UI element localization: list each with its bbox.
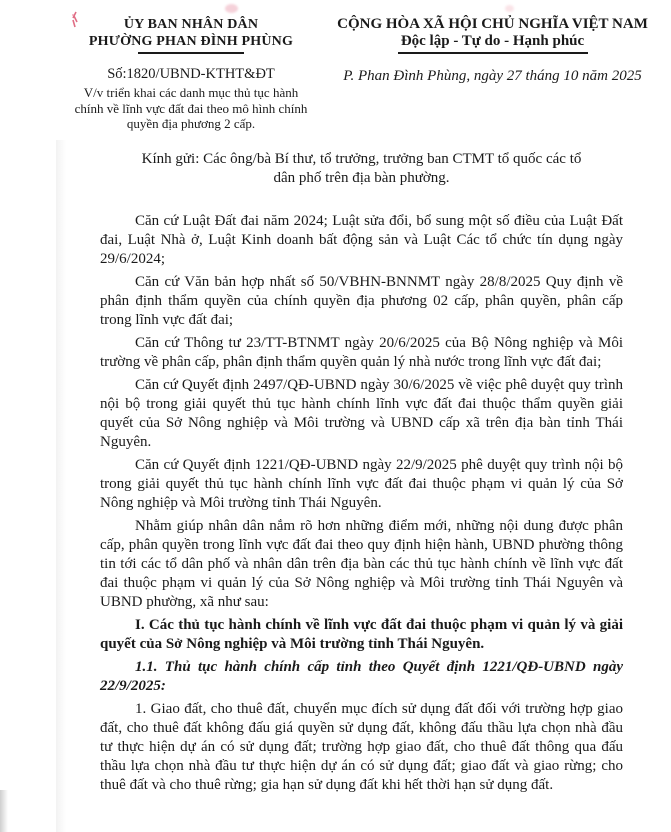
legal-basis-paragraph: Căn cứ Quyết định 2497/QĐ-UBND ngày 30/6/2025 về việc phê duyệt quy trình nội bộ trong giải quyết thủ tục hành chính lĩnh vực đất đai thuộc thẩm quyền giải quyết của Sở Nông nghiệp và Môi trường và UBND cấp xã trên địa bàn tỉnh Thái Nguyên. <box>100 376 623 450</box>
procedure-item-1: 1. Giao đất, cho thuê đất, chuyển mục đích sử dụng đất đối với trường hợp giao đất, cho thuê đất không đấu giá quyền sử dụng đất, không đấu thầu lựa chọn nhà đầu tư thực hiện dự án có sử dụng đất; trường hợp giao đất, cho thuê đất thông qua đấu thầu lựa chọn nhà đầu tư thực hiện dự án có sử dụng đất; giao đất và giao rừng; cho thuê đất và cho thuê rừng; gia hạn sử dụng đất khi hết thời hạn sử dụng đất. <box>100 700 623 793</box>
document-header <box>0 0 671 132</box>
section-heading-1-1: 1.1. Thủ tục hành chính cấp tỉnh theo Quyết định 1221/QĐ-UBND ngày 22/9/2025: <box>100 658 623 694</box>
scan-corner-shadow <box>0 790 8 832</box>
place-date-line: P. Phan Đình Phùng, ngày 27 tháng 10 năm 2025 <box>343 68 642 84</box>
legal-basis-paragraph: Căn cứ Quyết định 1221/QĐ-UBND ngày 22/9/2025 phê duyệt quy trình nội bộ trong giải quyết thủ tục hành chính lĩnh vực đất đai thuộc phạm vi quản lý của Sở Nông nghiệp và Môi trường tỉnh Thái Nguyên. <box>100 456 623 511</box>
document-number: Số:1820/UBND-KTHT&ĐT <box>107 66 275 82</box>
national-title: CỘNG HÒA XÃ HỘI CHỦ NGHĨA VIỆT NAM <box>337 16 648 32</box>
national-header-block <box>330 16 671 132</box>
document-subject: V/v triển khai các danh mục thủ tục hành chính về lĩnh vực đất đai theo mô hình chính quyền địa phương 2 cấp. <box>74 85 308 131</box>
legal-basis-paragraph: Căn cứ Văn bản hợp nhất số 50/VBHN-BNNMT ngày 28/8/2025 Quy định về phân định thẩm quyền của chính quyền địa phương 02 cấp, phân quyền, phân cấp trong lĩnh vực đất đai; <box>100 273 623 328</box>
section-heading-I: I. Các thủ tục hành chính về lĩnh vực đất đai thuộc phạm vi quản lý và giải quyết của Sở Nông nghiệp và Môi trường tỉnh Thái Nguyên. <box>100 616 623 652</box>
pink-smudge <box>225 4 238 13</box>
legal-basis-paragraph: Căn cứ Thông tư 23/TT-BTNMT ngày 20/6/2025 của Bộ Nông nghiệp và Môi trường về phân cấp, phân định thẩm quyền quản lý nhà nước trong lĩnh vực đất đai; <box>100 334 623 370</box>
issuer-underline <box>138 52 244 54</box>
recipient-block <box>100 150 623 188</box>
legal-basis-paragraph: Căn cứ Luật Đất đai năm 2024; Luật sửa đổi, bổ sung một số điều của Luật Đất đai, Luật Nhà ở, Luật Kinh doanh bất động sản và Luật Các tổ chức tín dụng ngày 29/6/2024; <box>100 212 623 267</box>
recipient-line-2: dân phố trên địa bàn phường. <box>273 169 450 186</box>
issuer-name: ỦY BAN NHÂN DÂN <box>123 17 259 32</box>
purpose-paragraph: Nhằm giúp nhân dân nắm rõ hơn những điểm mới, những nội dung được phân cấp, phân quyền trong lĩnh vực đất đai theo quy định hiện hành, UBND phường thông tin tới các tổ dân phố và nhân dân trên địa bàn các thủ tục hành chính về lĩnh vực đất đai thuộc phạm vi quản lý của Sở Nông nghiệp và Môi trường tỉnh Thái Nguyên và UBND phường, xã như sau: <box>100 517 623 610</box>
motto-underline <box>398 52 588 54</box>
pink-smudge <box>505 5 514 12</box>
document-body <box>0 132 671 795</box>
recipient-line-1: Kính gửi: Các ông/bà Bí thư, tổ trưởng, trưởng ban CTMT tổ quốc các tổ <box>141 150 582 167</box>
red-ink-mark <box>69 11 80 35</box>
national-motto: Độc lập - Tự do - Hạnh phúc <box>400 33 585 49</box>
issuer-ward-name: PHƯỜNG PHAN ĐÌNH PHÙNG <box>88 34 294 49</box>
issuer-block <box>0 16 330 132</box>
